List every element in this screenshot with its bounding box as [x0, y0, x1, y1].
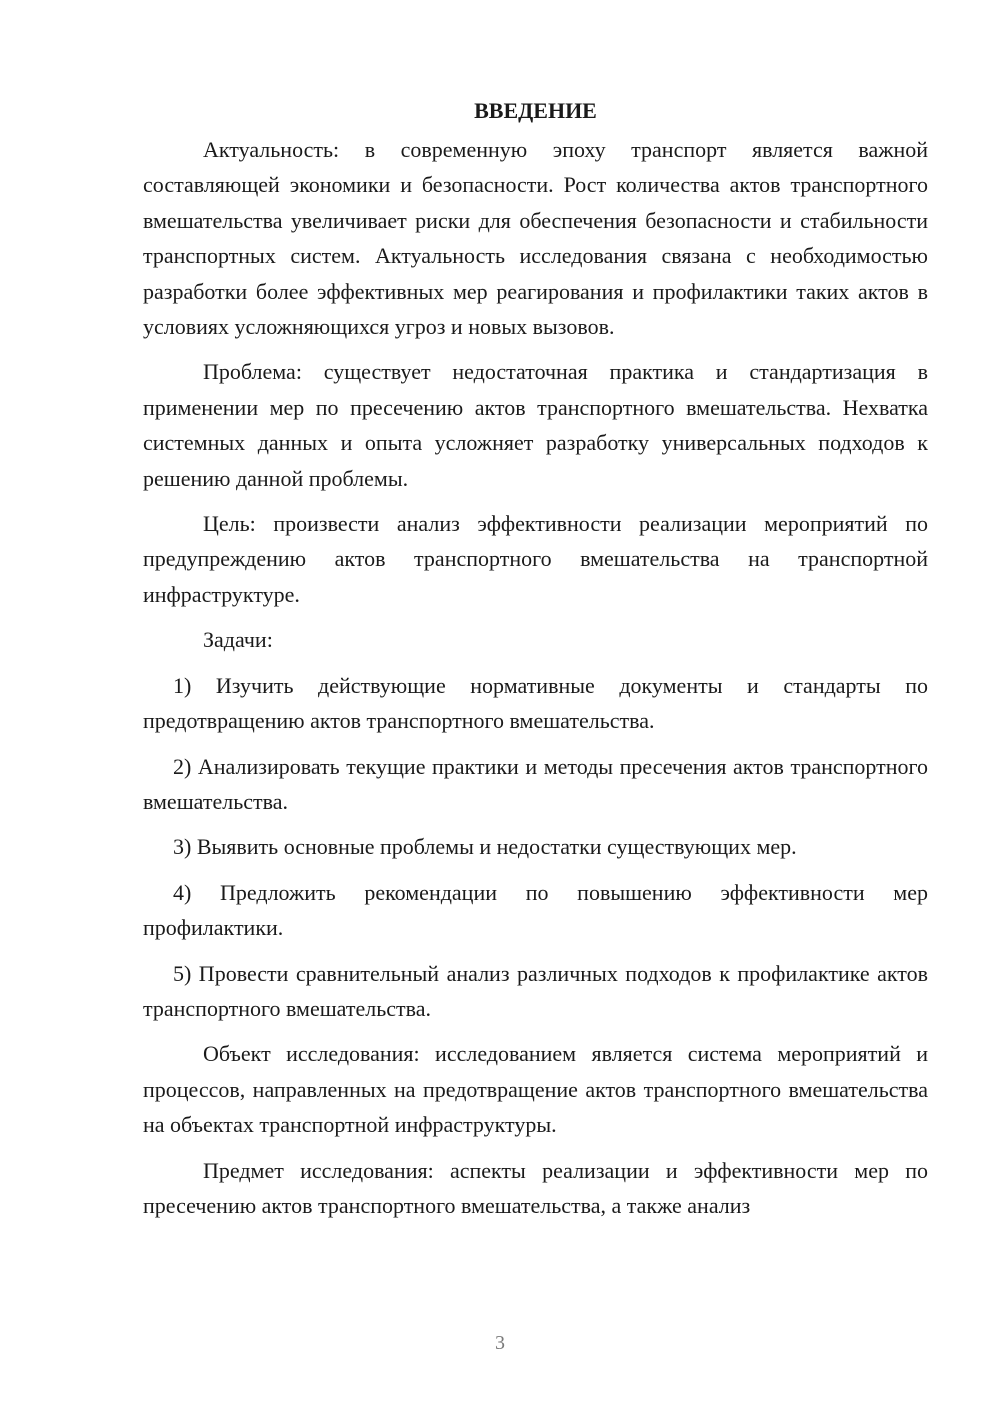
section-title: ВВЕДЕНИЕ: [474, 98, 597, 123]
paragraph-goal: Цель: произвести анализ эффективности реализации мероприятий по предупреждению актов транспортного вмешательства на транспортной инфраструктуре.: [143, 511, 928, 607]
task-item-5: 5) Провести сравнительный анализ различных подходов к профилактике актов транспортного вмешательства.: [143, 960, 928, 1021]
paragraph-subject: Предмет исследования: аспекты реализации и эффективности мер по пресечению актов транспортного вмешательства, а также анализ: [143, 1157, 928, 1218]
tasks-heading: Задачи:: [203, 627, 273, 653]
task-item-4: 4) Предложить рекомендации по повышению эффективности мер профилактики.: [143, 879, 928, 941]
task-item-1: 1) Изучить действующие нормативные документы и стандарты по предотвращению актов транспортного вмешательства.: [143, 672, 928, 734]
page-number: 3: [495, 1332, 505, 1354]
task-item-3: 3) Выявить основные проблемы и недостатки существующих мер.: [173, 834, 797, 860]
paragraph-relevance: Актуальность: в современную эпоху транспорт является важной составляющей экономики и безопасности. Рост количества актов транспортного вмешательства увеличивает риски для обеспечения безопасности и стабильности транспортных систем. Актуальность исследования связана с необходимостью разработки более эффективных мер реагирования и профилактики таких актов в условиях усложняющихся угроз и новых вызовов.: [143, 137, 928, 340]
task-item-2: 2) Анализировать текущие практики и методы пресечения актов транспортного вмешательства.: [143, 753, 928, 814]
document-body: [143, 96, 928, 1233]
paragraph-object: Объект исследования: исследованием является система мероприятий и процессов, направленных на предотвращение актов транспортного вмешательства на объектах транспортной инфраструктуры.: [143, 1041, 928, 1138]
paragraph-problem: Проблема: существует недостаточная практика и стандартизация в применении мер по пресечению актов транспортного вмешательства. Нехватка системных данных и опыта усложняет разработку универсальных подходов к решению данной проблемы.: [143, 359, 928, 491]
